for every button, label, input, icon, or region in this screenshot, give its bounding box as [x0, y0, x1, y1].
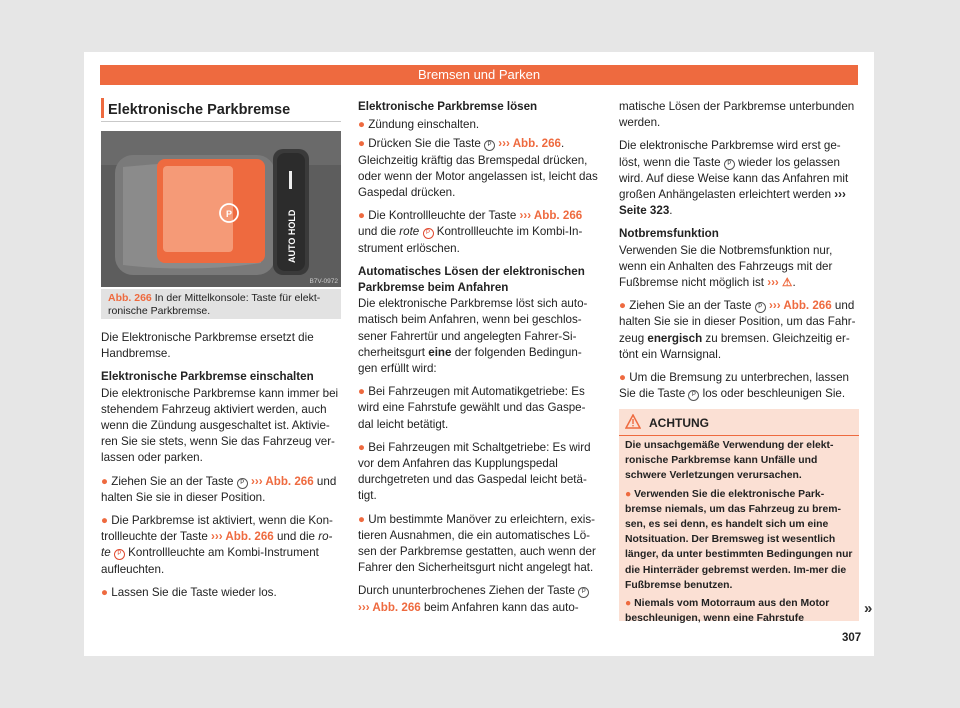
heading-notbremsfunktion: Notbremsfunktion	[619, 227, 719, 241]
warning-header	[619, 411, 859, 436]
red-brake-warning-icon: P	[423, 228, 434, 239]
paragraph: Die elektronische Parkbremse kann immer bei stehendem Fahrzeug aktiviert werden, auch wenn die Zündung ausgeschaltet ist. Aktivie-ren Sie sie stets, wenn Sie das Fahrzeug ver-lassen oder parken.	[101, 386, 339, 465]
figure-link[interactable]: ››› Abb. 266	[519, 209, 583, 223]
figure-id: B7V-0972	[309, 278, 338, 285]
list-item: ● Drücken Sie die Taste P ››› Abb. 266. Gleichzeitig kräftig das Bremspedal drücken, oder wenn der Motor angelassen ist, leicht das Gaspedal drücken.	[358, 137, 598, 200]
heading-einschalten: Elektronische Parkbremse einschalten	[101, 370, 314, 384]
warning-list-item: ● Niemals vom Motorraum aus den Motor beschleunigen, wenn eine Fahrstufe	[625, 598, 830, 625]
figure-link[interactable]: ››› Abb. 266	[358, 600, 421, 614]
bullet-icon: ●	[358, 440, 366, 454]
parking-button-icon: P	[578, 587, 589, 598]
bullet-icon: ●	[619, 299, 627, 313]
title-accent-bar	[101, 98, 104, 118]
warning-paragraph: Die unsachgemäße Verwendung der elekt-ronische Parkbremse kann Unfälle und schwere Verletzungen verursachen.	[625, 440, 834, 482]
bullet-icon: ●	[358, 118, 366, 132]
parking-button-icon: P	[237, 478, 248, 489]
auto-hold-label: AUTO HOLD	[287, 209, 297, 263]
list-item: ● Bei Fahrzeugen mit Automatikgetriebe: Es wird eine Fahrstufe gewählt und das Gaspe-dal leicht betätigt.	[358, 385, 586, 431]
heading-loesen: Elektronische Parkbremse lösen	[358, 100, 538, 113]
parking-brake-illustration	[101, 131, 341, 287]
red-brake-warning-icon: P	[114, 549, 125, 560]
page-link[interactable]: ››› Seite 323	[619, 188, 846, 218]
heading-automatisches-loesen: Automatisches Lösen der elektronischen Parkbremse beim Anfahren	[358, 264, 585, 295]
warning-triangle-icon	[625, 414, 641, 429]
warning-triangle-icon: ⚠	[782, 276, 793, 290]
bullet-icon: ●	[358, 385, 366, 399]
paragraph: Die elektronische Parkbremse wird erst ge-löst, wenn die Taste P wieder los gelassen wird. Auf diese Weise kann das Anfahren mit großen Anhängelasten erleichtert werden ››› Seite 323.	[619, 139, 849, 218]
parking-button-icon: P	[724, 159, 735, 170]
bullet-icon: ●	[358, 512, 366, 526]
section-title: Elektronische Parkbremse	[108, 102, 291, 118]
page-header: Bremsen und Parken	[100, 65, 858, 85]
page-number: 307	[842, 632, 862, 644]
list-item: ● Lassen Sie die Taste wieder los.	[101, 585, 277, 599]
bullet-icon: ●	[625, 488, 632, 500]
figure-link[interactable]: ››› Abb. 266	[768, 299, 832, 313]
bullet-icon: ●	[101, 474, 109, 488]
figure-parking-brake	[101, 131, 341, 287]
paragraph: Die elektronische Parkbremse löst sich auto-matisch beim Anfahren, wenn bei geschlos-sener Fahrertür und angelegten Fahrer-Si-cherheitsgurt eine der folgenden Bedingun-gen erfüllt wird:	[358, 297, 588, 376]
figure-link[interactable]: ››› Abb. 266	[211, 530, 274, 544]
paragraph: Verwenden Sie die Notbremsfunktion nur, wenn ein Anhalten des Fahrzeugs mit der Fußbremse nicht möglich ist ››› ⚠.	[619, 243, 833, 290]
paragraph: Durch ununterbrochenes Ziehen der Taste P ››› Abb. 266 beim Anfahren kann das auto-	[358, 583, 598, 615]
intro-text: Die Elektronische Parkbremse ersetzt die Handbremse.	[101, 331, 314, 361]
figure-link[interactable]: ››› Abb. 266	[250, 474, 314, 488]
list-item: ● Ziehen Sie an der Taste P ››› Abb. 266 und halten Sie sie in dieser Position.	[101, 474, 337, 504]
list-item: ● Um bestimmte Manöver zu erleichtern, exis-tieren Ausnahmen, die ein automatisches Lö-sen der Parkbremse gestatten, auch wenn der Fahrer den Sicherheitsgurt nicht angelegt hat.	[358, 512, 596, 575]
parking-button-icon: P	[755, 302, 766, 313]
list-item: ● Die Parkbremse ist aktiviert, wenn die Kon-trollleuchte der Taste ››› Abb. 266 und die ro-te P Kontrollleuchte am Kombi-Instrument aufleuchten.	[101, 514, 333, 576]
column-2	[358, 99, 598, 623]
warning-link[interactable]: ››› ⚠	[767, 276, 793, 290]
warning-list-item: ● Verwenden Sie die elektronische Park-bremse niemals, um das Fahrzeug zu brem-sen, es sei denn, es handelt sich um eine Notsituation. Der Bremsweg ist wesentlich länger, da unter bestimmten Bedingungen nur die Hinterräder gebremst werden. Im-mer die Fußbremse benutzen.	[625, 488, 853, 591]
list-item: ● Bei Fahrzeugen mit Schaltgetriebe: Es wird vor dem Anfahren das Kupplungspedal durchgetreten und das Gaspedal leicht betä-tigt.	[358, 440, 591, 503]
parking-button-icon: P	[688, 390, 699, 401]
bullet-icon: ●	[619, 371, 627, 385]
column-3	[619, 99, 859, 409]
title-divider	[101, 121, 341, 122]
bullet-icon: ●	[358, 137, 366, 151]
column-1	[101, 330, 341, 608]
list-item: ● Die Kontrollleuchte der Taste ››› Abb. 266 und die rote P Kontrollleuchte im Kombi-In-strument erlöschen.	[358, 209, 583, 255]
paragraph: matische Lösen der Parkbremse unterbunden werden.	[619, 100, 855, 130]
bullet-icon: ●	[101, 585, 109, 599]
bullet-icon: ●	[625, 598, 632, 610]
list-item: ● Ziehen Sie an der Taste P ››› Abb. 266 und halten Sie sie in dieser Position, um das Fahr-zeug energisch zu bremsen. Gleichzeitig er-tönt ein Warnsignal.	[619, 299, 856, 361]
bullet-icon: ●	[358, 209, 366, 223]
figure-caption	[108, 292, 336, 318]
list-item: ● Um die Bremsung zu unterbrechen, lassen Sie die Taste P los oder beschleunigen Sie.	[619, 371, 849, 401]
caption-text: In der Mittelkonsole: Taste für elekt-ronische Parkbremse.	[108, 292, 321, 317]
parking-button-icon: P	[484, 140, 495, 151]
list-item: ● Zündung einschalten.	[358, 118, 480, 132]
warning-label: ACHTUNG	[649, 416, 709, 430]
continue-marker: »	[864, 600, 873, 617]
figure-link[interactable]: ››› Abb. 266	[498, 137, 562, 151]
svg-text:P: P	[225, 209, 233, 219]
caption-ref: Abb. 266	[108, 292, 152, 304]
warning-text	[625, 438, 853, 629]
bullet-icon: ●	[101, 514, 109, 528]
